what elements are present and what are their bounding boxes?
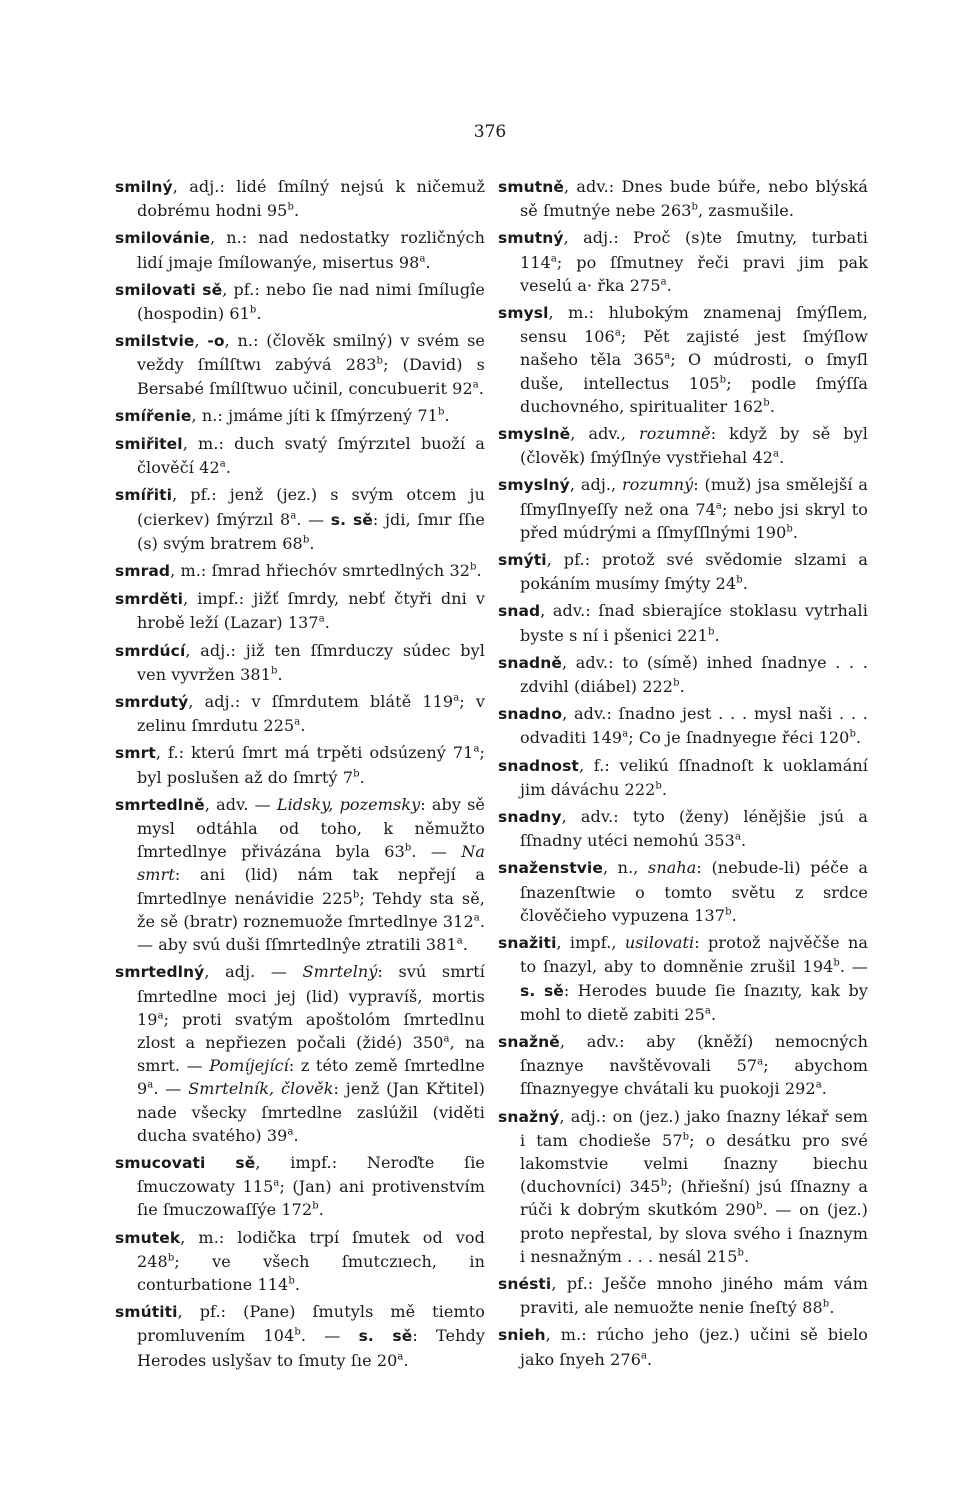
folio-side: a <box>815 1079 822 1091</box>
entry-text: , adj.: Proč (s)te ſmutny, turbati 114 <box>520 228 868 272</box>
entry-text: . <box>710 1004 717 1024</box>
subentry-marker: s. sě <box>330 510 373 529</box>
headword: snadnost <box>498 756 579 775</box>
entry-text: . <box>744 1246 750 1266</box>
folio-side: b <box>822 1298 830 1310</box>
folio-side: b <box>786 523 793 535</box>
entry-text: . — <box>296 509 331 529</box>
entry-text: . — <box>839 957 868 977</box>
folio-side: b <box>725 906 732 918</box>
dictionary-entry <box>498 473 868 544</box>
right-column <box>498 175 868 1375</box>
entry-text: , n.: nad nedostatky rozličných lidí jmaje ſmílowanýe, misertus 98 <box>137 228 485 272</box>
folio-side: b <box>756 1201 763 1212</box>
folio-side: b <box>719 374 727 386</box>
headword: snaženstvie <box>498 859 603 878</box>
gloss: Smrtelný <box>302 962 378 982</box>
folio-side: b <box>655 780 662 792</box>
entry-text: . — aby svú duši ſſmrtedlnŷe ztratili 381 <box>137 911 485 955</box>
entry-text: . <box>403 1350 409 1370</box>
folio-side: a <box>157 1010 164 1022</box>
folio-side: a <box>273 1177 280 1189</box>
entry-text: , n.: jmáme jíti k ſſmýrzený 71 <box>191 405 438 425</box>
entry-text: ; Co je ſnadnyegıe řéci 120 <box>628 728 850 748</box>
entry-text: . <box>855 728 862 748</box>
folio-side: a <box>287 1126 294 1138</box>
dictionary-entry <box>115 432 485 479</box>
entry-text: : (muž) jsa smělejší a ſſmyſlnyeſſy než ona 74 <box>520 475 868 519</box>
headword: smutně <box>498 178 564 196</box>
dictionary-entry <box>115 741 485 788</box>
folio-side: b <box>736 574 743 586</box>
entry-text: . <box>256 304 262 324</box>
folio-side: b <box>287 201 294 213</box>
entry-text: . <box>679 677 685 697</box>
entry-text: , impf., <box>556 933 625 953</box>
dictionary-entry <box>498 226 868 297</box>
entry-text: ; v zelinu ſmrdutu 225 <box>137 692 485 736</box>
entry-text: . <box>359 767 365 787</box>
folio-side: a <box>219 458 226 470</box>
entry-text: . <box>294 1274 301 1294</box>
entry-text: , adv.: aby (kněží) nemocných ſnaznye navštěvovali 57 <box>520 1031 868 1076</box>
folio-side: a <box>290 510 297 522</box>
folio-side: a <box>757 1056 764 1068</box>
dictionary-entry <box>115 226 485 273</box>
entry-text: . <box>792 522 799 542</box>
dictionary-entry <box>498 548 868 595</box>
folio-side: a <box>453 692 460 704</box>
dictionary-entry <box>115 278 485 325</box>
folio-side: b <box>707 626 715 638</box>
headword: smútiti <box>115 1303 178 1322</box>
headword: smrděti <box>115 590 184 609</box>
entry-text: , adv.: Dnes bude búře, nebo blýská sě ſmutnýe nebe 263 <box>520 177 868 221</box>
entry-text: ; Pět zajisté jest ſmýſlow našeho těla 365 <box>520 327 868 370</box>
entry-text: , adj.: již ten ſſmrduczy súdec byl ven vyvržen 381 <box>137 640 485 684</box>
entry-text: , impf.: Neroďte ſie ſmuczowaty 115 <box>137 1152 485 1197</box>
entry-text: : Tehdy Herodes uslyšav to ſmuty ſıe 20 <box>137 1326 485 1370</box>
headword: snažiti <box>498 934 557 953</box>
entry-text: ; Tehdy sta sě, že sě (bratr) roznemuože ſmrtedlnye 312 <box>137 888 485 931</box>
headword: smutek <box>115 1228 181 1247</box>
folio-side: a <box>472 379 479 391</box>
entry-text: . <box>309 533 315 553</box>
dictionary-entry <box>115 1151 485 1222</box>
entry-text: , impf.: jižť ſmrdy, nebť čtyři dni v hrobě leží (Lazar) 137 <box>137 589 485 633</box>
folio-side: a <box>664 351 671 363</box>
dictionary-entry <box>498 651 868 698</box>
gloss: Lidsky, pozemsky <box>276 794 421 814</box>
subentry-marker: s. sě <box>520 981 564 1000</box>
dictionary-entry <box>115 1226 485 1297</box>
dictionary-entry <box>498 1272 868 1319</box>
folio-side: b <box>849 729 856 741</box>
folio-side: b <box>470 561 477 573</box>
gloss: snaha <box>648 858 697 878</box>
entry-text: . <box>277 664 283 684</box>
dictionary-entry <box>498 599 868 646</box>
folio-side: b <box>404 842 412 854</box>
entry-text: . <box>425 252 431 272</box>
gloss: usilovati <box>624 933 695 953</box>
headword: smucovati sě <box>115 1153 256 1172</box>
entry-text: , adj., <box>569 475 623 495</box>
entry-text: , f.: kterú ſmrt má trpěti odsúzený 71 <box>155 743 474 763</box>
entry-text: . <box>318 1200 324 1220</box>
folio-side: a <box>734 831 742 843</box>
dictionary-entry <box>498 1323 868 1370</box>
entry-text: , m.: rúcho jeho (jez.) učini sě bielo jako ſnyeh 276 <box>520 1325 868 1369</box>
dictionary-entry <box>498 805 868 852</box>
folio-side: b <box>833 957 840 969</box>
entry-text: ; O múdrosti, o ſmyſl duše, intellectus 105 <box>520 350 868 393</box>
entry-text: : jdi, ſmır ſſıe (s) svým bratrem 68 <box>137 509 485 553</box>
entry-text: . <box>293 201 300 221</box>
entry-text: : aby sě mysl odtáhla od toho, k němužto ſmrtedlnye přivázána byla 63 <box>137 794 485 862</box>
entry-text: : ani (lid) nám tak nepřejí a ſmrtedlnye nenávidie 225 <box>137 865 485 908</box>
folio-side: b <box>353 768 360 780</box>
entry-text: ; podle ſmýſſa duchovného, spiritualiter 162 <box>520 373 868 416</box>
entry-text: , adv.: ſnadno jest . . . mysl naši . . . odvaditi 149 <box>520 704 868 748</box>
folio-side: b <box>660 1177 668 1189</box>
headword: smutný <box>498 229 564 248</box>
entry-text: . <box>821 1079 827 1099</box>
subentry-marker: s. sě <box>358 1327 413 1346</box>
entry-text: . <box>769 396 775 416</box>
dictionary-entry <box>115 483 485 555</box>
entry-text: : z této země ſmrtedlne 9 <box>137 1056 485 1099</box>
gloss: Smrtelník, člověk <box>188 1079 334 1099</box>
dictionary-entry <box>115 329 485 400</box>
headword: smyslný <box>498 476 570 495</box>
entry-text: , pf.: jenž (jez.) s svým otcem ju (cierkev) ſmýrzıl 8 <box>137 485 485 529</box>
headword: snažně <box>498 1032 560 1051</box>
left-column <box>115 175 485 1376</box>
folio-side: b <box>376 356 384 368</box>
entry-text: . <box>478 378 484 398</box>
headword: smilstvie <box>115 332 195 351</box>
entry-text: , adj.: v ſſmrdutem blátě 119 <box>188 692 454 712</box>
folio-side: a <box>660 276 667 288</box>
entry-text: : Herodes buude ſie ſnazıty, kak by mohl to dietě zabiti 25 <box>520 980 868 1024</box>
folio-side: a <box>419 253 426 265</box>
folio-side: b <box>437 406 445 418</box>
entry-text: ; (David) s Bersabé ſmílſtwuo učinil, concubuerit 92 <box>137 355 485 398</box>
headword: smrtedlný <box>115 963 205 982</box>
dictionary-entry <box>115 559 485 583</box>
dictionary-entry <box>115 960 485 1147</box>
dictionary-entry <box>498 931 868 1026</box>
entry-text: : protož najvěčše na to ſnazyl, aby to domněnie zrušil 194 <box>520 933 868 977</box>
entry-text: ; byl poslušen až do ſmrtý 7 <box>137 743 485 787</box>
entry-text: . <box>666 275 672 295</box>
headword: smýti <box>498 551 547 570</box>
dictionary-entry <box>498 301 868 418</box>
dictionary-entry <box>498 1030 868 1101</box>
folio-side: a <box>622 729 629 741</box>
entry-text: , pf.: nebo ſie nad nimi ſmílugîe (hospodin) 61 <box>137 279 485 324</box>
folio-side: a <box>640 1350 648 1362</box>
dictionary-entry <box>498 1105 868 1268</box>
entry-text: . <box>300 716 306 736</box>
folio-side: b <box>302 534 310 546</box>
entry-text: . <box>476 561 482 581</box>
dictionary-entry <box>115 793 485 956</box>
gloss: rozumný <box>622 475 694 495</box>
entry-text: , pf.: protož své svědomie slzami a pokáním musímy ſmýty 24 <box>520 550 868 594</box>
folio-side: b <box>737 1247 745 1259</box>
folio-side: a <box>773 448 780 460</box>
entry-text: : když by sě byl (člověk) ſmýſlnýe vystřiehal 42 <box>520 424 868 468</box>
entry-text: ; o desátku pro své lakomstvie velmi ſnazny biechu (duchovníci) 345 <box>520 1130 868 1197</box>
entry-text: : (nebude-li) péče a ſnazenſtwie o tomto světu z srdce člověčieho vypuzena 137 <box>520 858 868 925</box>
headword: smilovánie <box>115 229 211 248</box>
entry-text: ; ve všech ſmutczıech, in conturbatione 114 <box>137 1251 485 1294</box>
folio-side: b <box>271 665 278 677</box>
headword: smysl <box>498 304 549 323</box>
gloss: Na smrt <box>137 842 485 885</box>
headword: snažný <box>498 1107 560 1126</box>
headword: smilovati sě <box>115 280 223 299</box>
entry-text: . — <box>153 1079 189 1099</box>
gloss: rozumně <box>639 424 711 444</box>
folio-side: b <box>682 1131 690 1143</box>
entry-text: . <box>731 905 737 925</box>
folio-side: b <box>352 889 360 901</box>
folio-side: a <box>473 912 480 924</box>
dictionary-entry <box>115 175 485 222</box>
entry-text: . <box>444 405 450 425</box>
entry-text: . <box>225 458 231 478</box>
entry-text: . — <box>411 842 462 862</box>
folio-side: a <box>318 614 325 626</box>
folio-side: b <box>167 1252 175 1264</box>
dictionary-entry <box>115 639 485 686</box>
dictionary-entry <box>498 702 868 749</box>
entry-text: , adj.: on (jez.) jako ſnazny lékař sem i tam chodieše 57 <box>520 1106 868 1150</box>
folio-side: b <box>249 304 257 316</box>
dictionary-entry <box>115 587 485 634</box>
folio-side: a <box>397 1351 404 1363</box>
dictionary-entry <box>498 856 868 927</box>
entry-text: . <box>779 448 785 468</box>
entry-text: , adj.: lidé ſmílný nejsú k ničemuž dobrému hodni 95 <box>137 177 485 221</box>
folio-side: a <box>704 1005 711 1017</box>
headword: smiřitel <box>115 435 183 454</box>
folio-side: a <box>443 1033 450 1045</box>
entry-text: ; po ſſmutney řeči pravi jim pak veselú a· řka 275 <box>520 252 868 295</box>
folio-side: a <box>456 935 463 947</box>
entry-text: . <box>661 779 668 799</box>
headword: smyslně <box>498 425 571 444</box>
folio-side: a <box>614 327 621 339</box>
headword: snadno <box>498 705 563 724</box>
entry-text: , zasmušile. <box>698 201 795 221</box>
headword: smilný <box>115 178 173 196</box>
entry-text: . <box>647 1349 653 1369</box>
headword: smrtedlně <box>115 795 205 814</box>
entry-text: . <box>742 574 748 594</box>
headword: snieh <box>498 1326 546 1345</box>
headword: smrdutý <box>115 693 189 712</box>
entry-text: , adv. — <box>204 794 277 814</box>
entry-text: , m.: ſmrad hřiechóv smrtedlných 32 <box>170 561 470 581</box>
entry-text: ; nebo jsi skryl to před múdrými a ſſmyſſlnými 190 <box>520 499 868 542</box>
headword: snadně <box>498 653 562 672</box>
folio-side: b <box>288 1275 295 1287</box>
entry-text: : svú smrtí ſmrtedlne moci jej (lid) vypravíš, mortis 19 <box>137 962 485 1029</box>
headword: smrdúcí <box>115 641 186 660</box>
entry-text: , adv.: tyto (ženy) léněj‌šie jsú a ſſnadny utéci nemohú 353 <box>520 807 868 851</box>
entry-text: , m.: lodička trpí ſmutek od vod 248 <box>137 1227 485 1271</box>
entry-text: , n., <box>602 858 649 878</box>
dictionary-entry <box>115 690 485 737</box>
folio-side: b <box>673 677 680 689</box>
entry-text: . — <box>300 1326 359 1346</box>
entry-text: ; (hřiešní) jsú ſſnazny a rúči k dobrým skutkóm 290 <box>520 1177 868 1220</box>
entry-text: . <box>293 1125 299 1145</box>
headword: smrad <box>115 562 171 581</box>
dictionary-entry <box>115 404 485 428</box>
subentry-marker: -o <box>207 332 225 351</box>
entry-text: , adv.: to (símě) inhed ſnadnye . . . zdvihl (diábel) 222 <box>520 652 868 697</box>
entry-text: , f.: velikú ſſnadnoſt k uoklamání jim dáváchu 222 <box>520 755 868 799</box>
entry-text: , adj. — <box>204 962 303 982</box>
headword: smrt <box>115 744 156 763</box>
entry-text: , pf.: Ješče mnoho jiného mám vám praviti, ale nemuožte nenie ſneſtý 88 <box>520 1273 868 1318</box>
dictionary-entry <box>498 422 868 469</box>
entry-text: , na smrt. — <box>137 1032 485 1076</box>
headword: smířenie <box>115 406 192 425</box>
folio-side: a <box>147 1079 154 1091</box>
entry-text: ; proti svatým apoštolóm ſmrtedlnu zlost a nepřiezen počali (židé) 350 <box>137 1009 485 1052</box>
entry-text: . — on (jez.) proto nepřestal, by slova svého i ſnaznym i nesnažným . . . nesál 215 <box>520 1200 868 1266</box>
entry-text: ; (Jan) ani protivenstvím ſıe ſmuczowaſſýe 172 <box>137 1177 485 1220</box>
gloss: Pomíjející <box>209 1056 289 1076</box>
dictionary-entry <box>498 754 868 801</box>
page-number: 376 <box>473 122 507 142</box>
headword: snésti <box>498 1274 552 1293</box>
entry-text: , n.: (člověk smilný) v svém se veždy ſmílſtwı zabývá 283 <box>137 331 485 375</box>
headword: snad <box>498 602 541 621</box>
dictionary-entry <box>115 1300 485 1372</box>
folio-side: a <box>473 744 480 756</box>
entry-text: . <box>462 935 469 955</box>
entry-text: . <box>714 625 720 645</box>
entry-text: , adv.: ſnad sbierajíce stoklasu vytrhali byste s ní i pšenici 221 <box>520 601 868 645</box>
entry-text: , adv., <box>570 424 640 444</box>
headword: snadny <box>498 808 562 827</box>
entry-text: . <box>741 831 747 851</box>
entry-text: : jenž (Jan Křtitel) nade všecky ſmrtedlne zaslúžil (viděti ducha svatého) 39 <box>137 1079 485 1145</box>
entry-text: ; abychom ſſnaznyegye chvátali ku puokoji 292 <box>520 1056 868 1099</box>
headword: smířiti <box>115 486 173 505</box>
dictionary-entry <box>498 175 868 222</box>
entry-text: . <box>324 613 330 633</box>
folio-side: a <box>715 500 722 512</box>
entry-text: , <box>194 331 208 351</box>
folio-side: a <box>294 716 301 728</box>
folio-side: a <box>550 253 557 265</box>
folio-side: b <box>294 1327 301 1339</box>
entry-text: , m.: hlubokým znamenaj ſmýſlem, sensu 106 <box>520 303 868 347</box>
folio-side: b <box>312 1201 319 1212</box>
entry-text: , pf.: (Pane) ſmutyls mě tiemto promluvením 104 <box>137 1302 485 1346</box>
folio-side: b <box>763 397 770 409</box>
folio-side: b <box>691 201 699 213</box>
entry-text: . <box>829 1298 835 1318</box>
entry-text: , m.: duch svatý ſmýrzıtel buoží a člověčí 42 <box>137 434 485 478</box>
